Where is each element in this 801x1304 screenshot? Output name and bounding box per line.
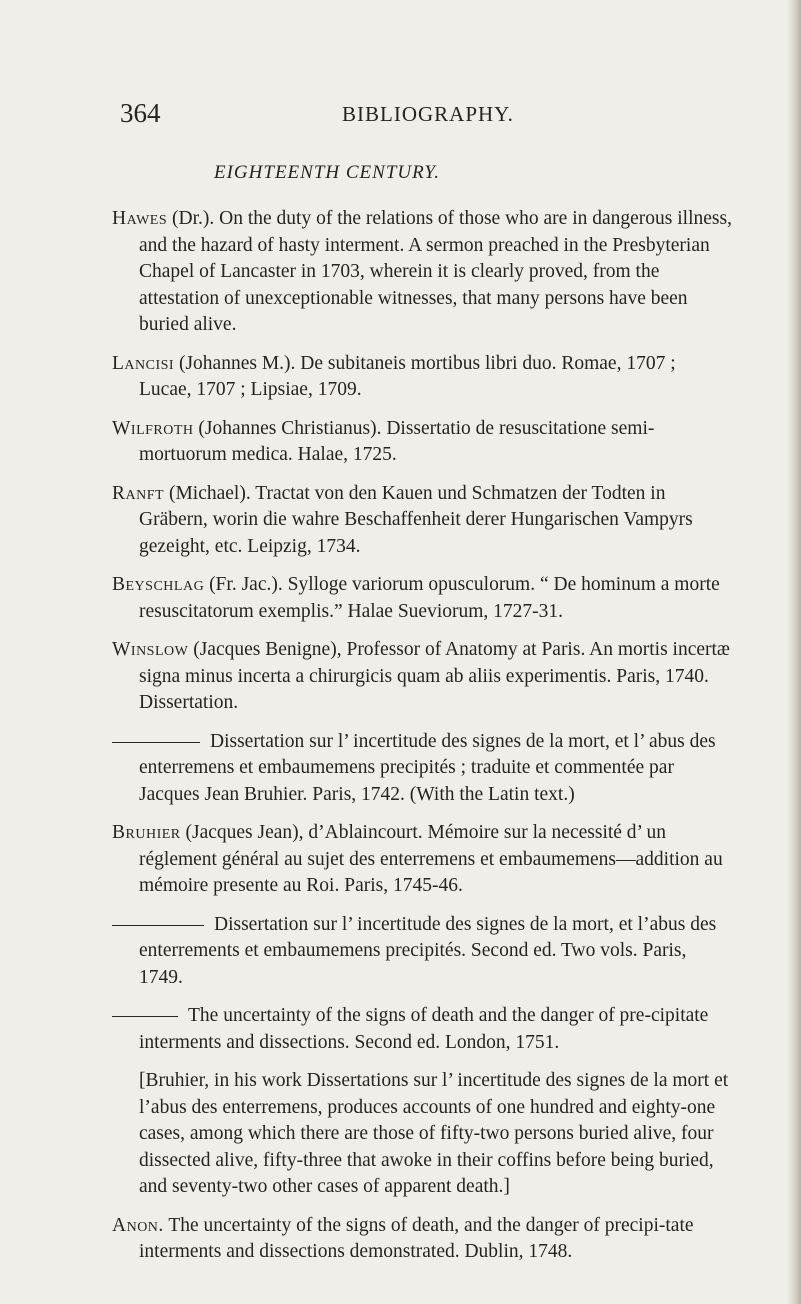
page-header	[120, 98, 720, 138]
note-text: [Bruhier, in his work Dissertations sur l’ incertitude des signes de la mort et l’abus des enterremens, produces accounts of one hundred and eighty-one cases, among which there are those of fifty-two persons buried alive, four dissected alive, fifty-three that awoke in their coffins before being buried, and seventy-two other cases of apparent death.]	[139, 1070, 729, 1197]
entry-text: Professor of Anatomy at Paris. An mortis incertæ signa minus incerta a chirurgicis quam ab aliis experimentis. Paris, 1740. Dissertation.	[139, 639, 730, 713]
entry-text: Dissertatio de resuscitatione semi-mortuorum medica. Halae, 1725.	[139, 417, 655, 465]
entry-author: Anon.	[112, 1214, 164, 1236]
entry-text: The uncertainty of the signs of death and the danger of pre-cipitate interments and dissections. Second ed. London, 1751.	[139, 1005, 709, 1053]
entry-author-detail: (Jacques Benigne),	[188, 639, 342, 660]
running-title: BIBLIOGRAPHY.	[342, 102, 514, 126]
entry-anon	[112, 1213, 732, 1266]
entry-text: The uncertainty of the signs of death, and the danger of precipi-tate interments and dissections demonstrated. Dublin, 1748.	[139, 1214, 694, 1262]
entry-author-detail: (Dr.).	[167, 208, 215, 229]
entry-hawes	[112, 206, 732, 339]
entry-bruhier-uncertainty	[112, 1003, 732, 1056]
entry-author: Winslow	[112, 639, 189, 660]
entry-ranft	[112, 481, 732, 561]
page-number: 364	[120, 98, 161, 128]
entry-winslow-dissertation	[112, 729, 732, 809]
bibliography-list	[112, 206, 732, 1278]
bracketed-note	[112, 1068, 732, 1201]
entry-text: On the duty of the relations of those who are in dangerous illness, and the hazard of hasty interment. A sermon preached in the Presbyterian Chapel of Lancaster in 1703, wherein it is clearly proved, from the attestation of unexceptionable witnesses, that many persons have been buried alive.	[139, 208, 732, 335]
entry-author: Lancisi	[112, 352, 175, 374]
entry-author: Hawes	[112, 208, 168, 229]
ditto-rule	[112, 1016, 178, 1017]
entry-text: Tractat von den Kauen und Schmatzen der Todten in Gräbern, worin die wahre Beschaffenheit derer Hungarischen Vampyrs gezeight, etc. Leipzig, 1734.	[139, 482, 693, 557]
entry-bruhier	[112, 820, 732, 900]
entry-text: Dissertation sur l’ incertitude des signes de la mort, et l’abus des enterrements et embaumemens precipités. Second ed. Two vols. Paris, 1749.	[139, 913, 717, 988]
entry-text: De subitaneis mortibus libri duo. Romae, 1707 ; Lucae, 1707 ; Lipsiae, 1709.	[139, 352, 676, 400]
page-edge-shadow	[787, 0, 801, 1304]
entry-author-detail: (Michael).	[164, 482, 251, 504]
entry-author: Beyschlag	[112, 574, 205, 595]
entry-author-detail: (Fr. Jac.).	[204, 574, 283, 595]
entry-text: d’Ablaincourt. Mémoire sur la necessité d’ un réglement général au sujet des enterremens et embaumemens—addition au mémoire presente au Roi. Paris, 1745-46.	[139, 822, 723, 896]
section-heading: EIGHTEENTH CENTURY.	[214, 162, 440, 183]
entry-author: Ranft	[112, 482, 165, 504]
entry-author-detail: (Jacques Jean),	[180, 822, 304, 843]
entry-text: Sylloge variorum opusculorum. “ De hominum a morte resuscitatorum exemplis.” Halae Sueviorum, 1727-31.	[139, 574, 720, 622]
entry-author: Wilfroth	[112, 417, 194, 439]
entry-text: Dissertation sur l’ incertitude des signes de la mort, et l’ abus des enterremens et embaumemens precipités ; traduite et commentée par Jacques Jean Bruhier. Paris, 1742. (With the Latin text.)	[139, 730, 716, 805]
entry-author-detail: (Johannes M.).	[174, 352, 296, 374]
entry-wilfroth	[112, 416, 732, 469]
entry-bruhier-dissertation	[112, 912, 732, 992]
entry-author-detail: (Johannes Christianus).	[193, 417, 382, 439]
ditto-rule	[112, 742, 200, 743]
entry-lancisi	[112, 351, 732, 404]
ditto-rule	[112, 925, 204, 926]
entry-author: Bruhier	[112, 822, 181, 843]
entry-beyschlag	[112, 572, 732, 625]
entry-winslow	[112, 637, 732, 717]
